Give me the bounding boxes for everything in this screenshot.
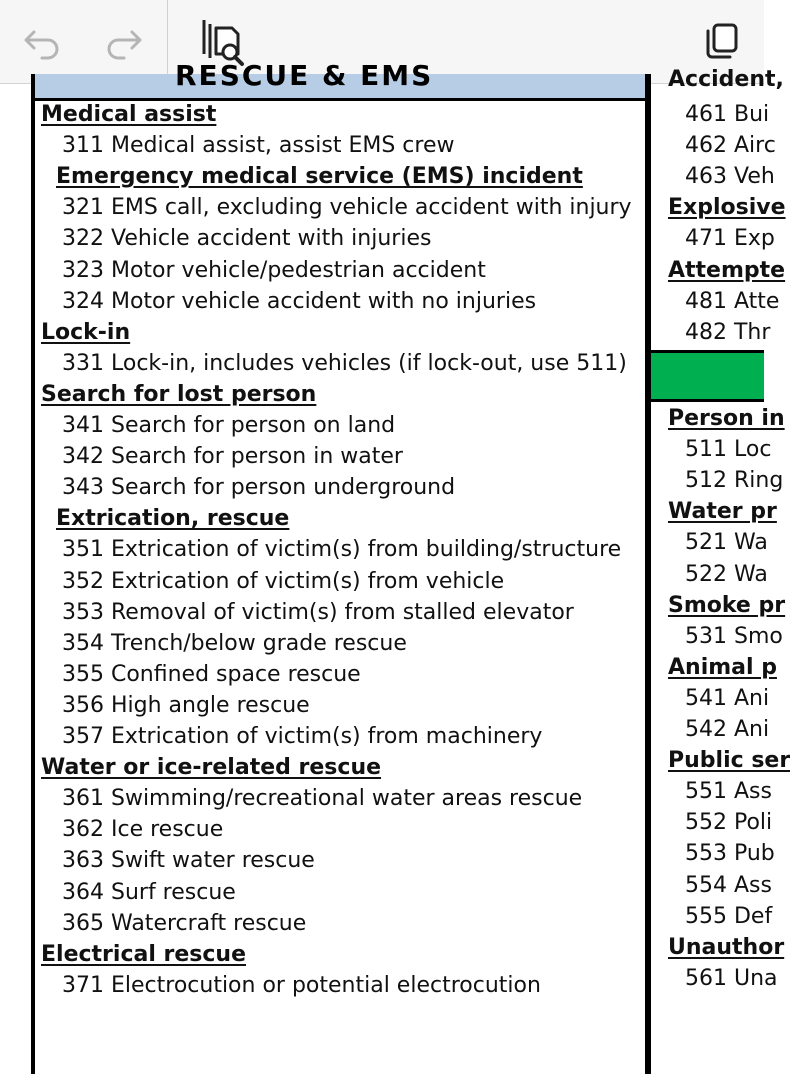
- right-code-item: 561 Una: [685, 965, 778, 991]
- redo-icon: [102, 20, 146, 64]
- incident-code-item: 362 Ice rescue: [62, 817, 224, 843]
- incident-code-item: 365 Watercraft rescue: [62, 910, 307, 936]
- copy-button[interactable]: [694, 14, 750, 70]
- incident-code-item: 357 Extrication of victim(s) from machinery: [62, 724, 543, 749]
- incident-code-item: 355 Confined space rescue: [62, 661, 361, 687]
- section-header: [35, 59, 645, 101]
- right-code-item: 482 Thr: [685, 319, 771, 345]
- incident-code-item: 324 Motor vehicle accident with no injuries: [62, 288, 537, 314]
- category-heading: Search for lost person: [41, 381, 317, 407]
- right-code-item: 511 Loc: [685, 437, 772, 463]
- incident-code-item: 356 High angle rescue: [62, 692, 310, 718]
- right-code-item: 542 Ani: [685, 717, 770, 742]
- right-code-item: 555 Def: [685, 903, 773, 929]
- right-code-item: 461 Bui: [685, 102, 770, 127]
- service-call-section-header: [651, 350, 764, 402]
- right-category-heading: Water pr: [668, 499, 777, 525]
- right-code-item: 551 Ass: [685, 779, 772, 805]
- incident-code-item: 363 Swift water rescue: [62, 848, 315, 874]
- right-category-heading: Explosive: [668, 195, 786, 221]
- incident-code-item: 311 Medical assist, assist EMS crew: [62, 133, 455, 159]
- incident-code-item: 354 Trench/below grade rescue: [62, 630, 407, 656]
- right-code-item: 553 Pub: [685, 841, 775, 867]
- right-code-item: 552 Poli: [685, 810, 773, 836]
- incident-code-item: 361 Swimming/recreational water areas rescue: [62, 786, 583, 812]
- incident-code-item: 323 Motor vehicle/pedestrian accident: [62, 257, 486, 283]
- right-code-item: 512 Ring: [685, 468, 784, 494]
- category-heading: Electrical rescue: [41, 941, 247, 967]
- right-code-item: 554 Ass: [685, 872, 772, 898]
- incident-code-item: 352 Extrication of victim(s) from vehicle: [62, 568, 505, 594]
- undo-icon: [20, 20, 64, 64]
- category-heading: Extrication, rescue: [56, 506, 290, 532]
- incident-code-item: 341 Search for person on land: [62, 413, 396, 438]
- incident-code-item: 331 Lock-in, includes vehicles (if lock-out, use 511): [62, 350, 627, 376]
- right-partial-heading: Accident,: [668, 67, 784, 92]
- right-code-item: 462 Airc: [685, 133, 776, 159]
- right-code-item: 521 Wa: [685, 530, 768, 556]
- toolbar-divider: [167, 0, 168, 83]
- category-heading: Water or ice-related rescue: [41, 755, 382, 781]
- incident-code-item: 364 Surf rescue: [62, 879, 236, 905]
- right-category-heading: Smoke pr: [668, 592, 786, 618]
- right-code-item: 541 Ani: [685, 685, 770, 711]
- right-code-item: 522 Wa: [685, 561, 768, 587]
- right-code-item: 463 Veh: [685, 164, 775, 190]
- right-category-heading: Animal p: [668, 654, 777, 680]
- section-header-title: RESCUE & EMS: [175, 59, 434, 92]
- incident-code-item: 343 Search for person underground: [62, 475, 456, 501]
- right-code-item: 481 Atte: [685, 288, 780, 314]
- incident-code-item: 353 Removal of victim(s) from stalled elevator: [62, 599, 574, 625]
- right-category-heading: Public ser: [668, 748, 790, 774]
- right-code-item: 471 Exp: [685, 226, 775, 252]
- undo-button[interactable]: [14, 14, 70, 70]
- right-category-heading: Unauthor: [668, 934, 785, 960]
- incident-code-item: 351 Extrication of victim(s) from building/structure: [62, 537, 622, 563]
- incident-code-item: 371 Electrocution or potential electrocution: [62, 972, 541, 998]
- incident-code-item: 321 EMS call, excluding vehicle accident with injury: [62, 195, 632, 221]
- category-heading: Lock-in: [41, 319, 131, 345]
- category-heading: Medical assist: [41, 102, 217, 127]
- right-category-heading: Attempte: [668, 257, 786, 283]
- redo-button[interactable]: [96, 14, 152, 70]
- right-code-item: 531 Smo: [685, 623, 783, 649]
- right-category-heading: Person in: [668, 406, 785, 431]
- incident-code-item: 322 Vehicle accident with injuries: [62, 226, 432, 252]
- category-heading: Emergency medical service (EMS) incident: [56, 164, 583, 190]
- copy-icon: [697, 17, 747, 67]
- incident-code-item: 342 Search for person in water: [62, 444, 403, 470]
- document-view[interactable]: [0, 59, 790, 1000]
